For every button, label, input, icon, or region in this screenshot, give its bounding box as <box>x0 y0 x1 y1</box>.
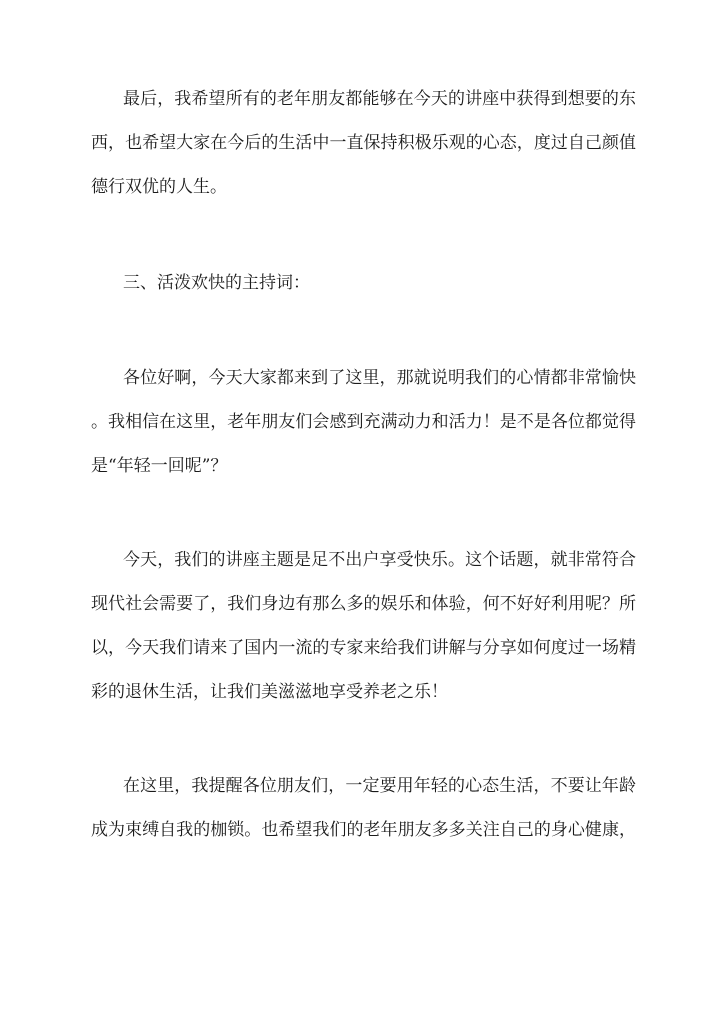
paragraph-4-line-2: 成为束缚自我的枷锁。也希望我们的老年朋友多多关注自己的身心健康， <box>91 820 636 840</box>
paragraph-2-line-1: 各位好啊，今天大家都来到了这里，那就说明我们的心情都非常愉快 <box>123 368 636 388</box>
paragraph-1-line-1: 最后，我希望所有的老年朋友都能够在今天的讲座中获得到想要的东 <box>123 89 636 109</box>
paragraph-2-line-3: 是“年轻一回呢”？ <box>91 456 228 476</box>
section-heading: 三、活泼欢快的主持词： <box>123 273 310 293</box>
paragraph-2-line-2: 。我相信在这里，老年朋友们会感到充满动力和活力！是不是各位都觉得 <box>91 412 636 432</box>
paragraph-3-line-1: 今天，我们的讲座主题是足不出户享受快乐。这个话题，就非常符合 <box>123 550 636 570</box>
paragraph-3-line-3: 以，今天我们请来了国内一流的专家来给我们讲解与分享如何度过一场精 <box>91 638 636 658</box>
paragraph-1-line-3: 德行双优的人生。 <box>91 177 227 197</box>
paragraph-4-line-1: 在这里，我提醒各位朋友们，一定要用年轻的心态生活，不要让年龄 <box>123 776 636 796</box>
paragraph-3-line-4: 彩的退休生活，让我们美滋滋地享受养老之乐！ <box>91 682 448 702</box>
paragraph-3-line-2: 现代社会需要了，我们身边有那么多的娱乐和体验，何不好好利用呢？所 <box>91 594 636 614</box>
paragraph-1-line-2: 西，也希望大家在今后的生活中一直保持积极乐观的心态，度过自己颜值 <box>91 133 636 153</box>
